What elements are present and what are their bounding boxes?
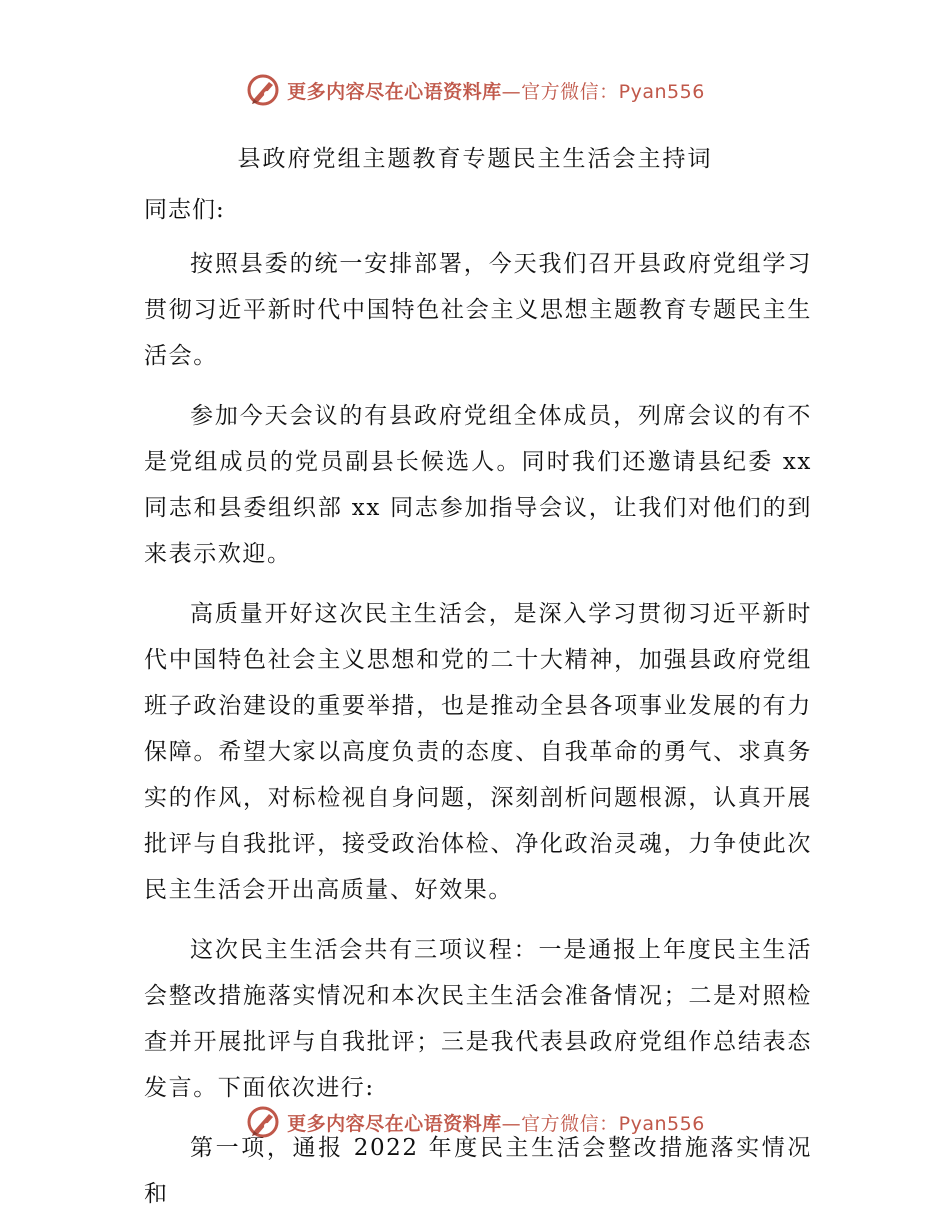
document-body <box>144 241 812 1231</box>
pen-logo-icon <box>245 1104 281 1140</box>
header-watermark-text: 更多内容尽在心语资料库—官方微信：Pyan556 <box>287 80 705 103</box>
paragraph: 按照县委的统一安排部署，今天我们召开县政府党组学习贯彻习近平新时代中国特色社会主义思想主题教育专题民主生活会。 <box>144 251 812 369</box>
greeting: 同志们: <box>144 197 225 223</box>
document-title: 县政府党组主题教育专题民主生活会主持词 <box>237 146 713 172</box>
footer-watermark-banner <box>0 1102 950 1142</box>
footer-watermark-text: 更多内容尽在心语资料库—官方微信：Pyan556 <box>287 1112 705 1135</box>
pen-logo-icon <box>245 72 281 108</box>
paragraph: 高质量开好这次民主生活会，是深入学习贯彻习近平新时代中国特色社会主义思想和党的二十大精神，加强县政府党组班子政治建设的重要举措，也是推动全县各项事业发展的有力保障。希望大家以高度负责的态度、自我革命的勇气、求真务实的作风，对标检视自身问题，深刻剖析问题根源，认真开展批评与自我批评，接受政治体检、净化政治灵魂，力争使此次民主生活会开出高质量、好效果。 <box>144 601 812 903</box>
header-watermark-banner <box>0 70 950 110</box>
paragraph: 这次民主生活会共有三项议程：一是通报上年度民主生活会整改措施落实情况和本次民主生活会准备情况；二是对照检查并开展批评与自我批评；三是我代表县政府党组作总结表态发言。下面依次进行: <box>144 937 812 1101</box>
paragraph: 参加今天会议的有县政府党组全体成员，列席会议的有不是党组成员的党员副县长候选人。同时我们还邀请县纪委 xx 同志和县委组织部 xx 同志参加指导会议，让我们对他们的到来表示欢迎。 <box>144 403 812 567</box>
paragraph: 第一项，通报 2022 年度民主生活会整改措施落实情况和 <box>144 1135 812 1207</box>
